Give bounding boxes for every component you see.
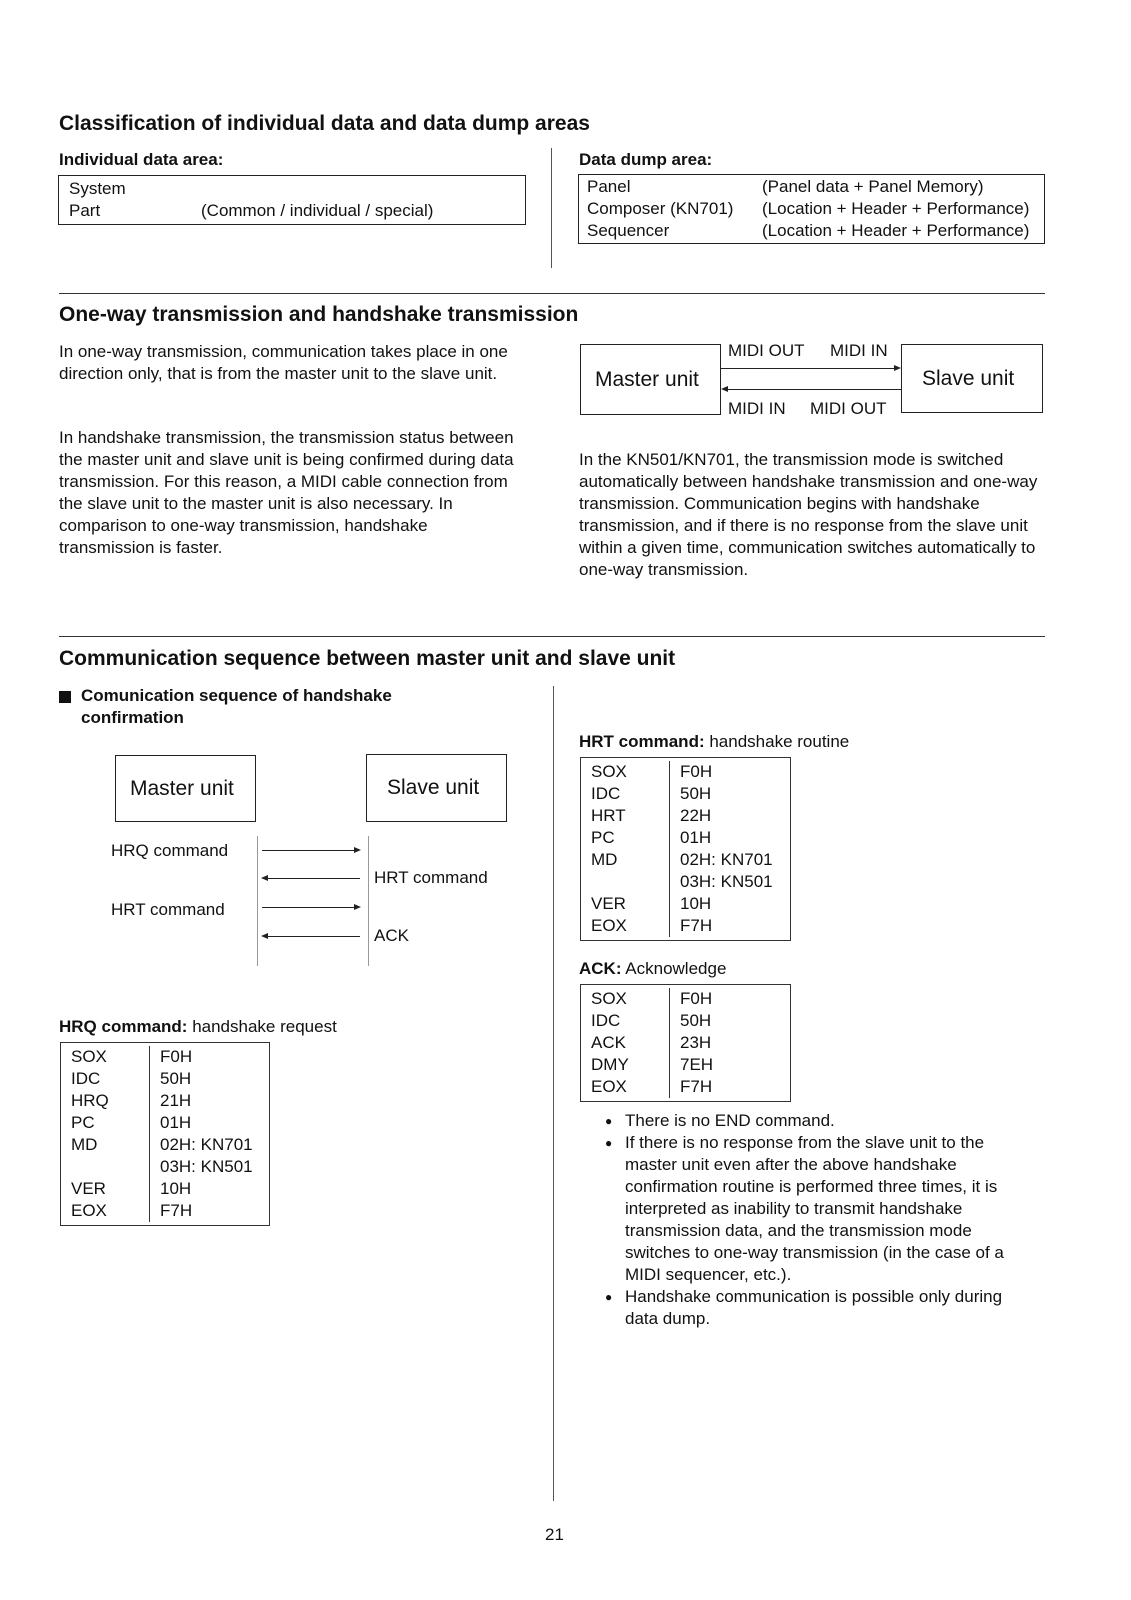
seq-arrow-hrt-head <box>354 904 361 910</box>
ack-key: ACK <box>581 1032 670 1054</box>
hrq-key: HRQ <box>61 1090 150 1112</box>
dump-row-composer-desc: (Location + Header + Performance) <box>762 199 1030 218</box>
hrq-key: VER <box>61 1178 150 1200</box>
table-row <box>581 783 783 805</box>
seq-master-unit-label: Master unit <box>130 777 234 800</box>
table-row <box>581 1076 723 1098</box>
table-row <box>61 1178 263 1200</box>
table-row <box>581 805 783 827</box>
label-midi-out-bottom: MIDI OUT <box>810 399 887 418</box>
individual-row-part-desc: (Common / individual / special) <box>201 201 434 220</box>
section-title-transmission: One-way transmission and handshake transmission <box>59 303 579 326</box>
seq-label-hrq: HRQ command <box>111 841 229 860</box>
seq-label-hrt-reply: HRT command <box>374 868 488 887</box>
hrq-value: 03H: KN501 <box>160 1157 253 1176</box>
table-row <box>61 1134 263 1156</box>
ack-key: EOX <box>581 1076 670 1098</box>
hrt-key: IDC <box>581 783 670 805</box>
hrq-key: SOX <box>61 1046 150 1068</box>
ack-caption <box>579 959 726 979</box>
ack-value: 23H <box>680 1033 712 1052</box>
handshake-sequence-subheading: Comunication sequence of handshake confirmation <box>81 686 392 727</box>
master-unit-label: Master unit <box>595 368 699 391</box>
hrq-value: 10H <box>160 1179 192 1198</box>
arrow-master-to-slave <box>721 368 894 369</box>
kn-mode-paragraph: In the KN501/KN701, the transmission mode is switched automatically between handshake transmission and one-way transmission. Communication begins with handshake transmission, and if there is no response from the slave unit within a given time, communication switches automatically to one-way transmission. <box>579 450 1038 579</box>
hrq-caption-bold: HRQ command: <box>59 1017 188 1036</box>
table-row <box>581 1010 723 1032</box>
hrq-value: 50H <box>160 1069 192 1088</box>
label-midi-in-top: MIDI IN <box>830 341 888 360</box>
section-divider-1 <box>59 293 1045 294</box>
slave-unit-label: Slave unit <box>922 367 1015 390</box>
ack-key: DMY <box>581 1054 670 1076</box>
handshake-paragraph: In handshake transmission, the transmission status between the master unit and slave unit is being confirmed during data transmission. For this reason, a MIDI cable connection from the slave unit to the master unit is also necessary. In comparison to one-way transmission, handshake transmission is faster. <box>59 428 514 557</box>
ack-caption-rest: Acknowledge <box>621 959 727 978</box>
hrt-key: VER <box>581 893 670 915</box>
hrq-key: PC <box>61 1112 150 1134</box>
seq-arrow-ack <box>268 936 360 937</box>
hrq-caption <box>59 1017 337 1037</box>
hrq-value: 01H <box>160 1113 192 1132</box>
hrt-table <box>580 757 791 941</box>
hrt-value: 10H <box>680 894 712 913</box>
dump-row-composer: Composer (KN701) <box>587 199 734 218</box>
ack-value: F7H <box>680 1077 713 1096</box>
table-row <box>581 1054 723 1076</box>
table-row <box>61 1068 263 1090</box>
ack-value: 7EH <box>680 1055 714 1074</box>
arrow-left-head <box>721 386 728 392</box>
hrt-key <box>581 871 670 893</box>
hrt-value: 50H <box>680 784 712 803</box>
dump-row-sequencer-desc: (Location + Header + Performance) <box>762 221 1030 240</box>
individual-data-box <box>58 175 526 225</box>
data-dump-box <box>578 174 1045 244</box>
hrt-caption-bold: HRT command: <box>579 732 705 751</box>
table-row <box>581 827 783 849</box>
individual-row-system: System <box>69 179 126 198</box>
label-midi-out-top: MIDI OUT <box>728 341 805 360</box>
column-divider <box>551 148 552 268</box>
arrow-right-head <box>894 365 901 371</box>
hrt-value: 22H <box>680 806 712 825</box>
hrt-value: 03H: KN501 <box>680 872 773 891</box>
arrow-slave-to-master <box>728 389 901 390</box>
dump-row-panel-desc: (Panel data + Panel Memory) <box>762 177 984 196</box>
table-row <box>61 1200 263 1222</box>
ack-table <box>580 984 791 1102</box>
hrt-key: SOX <box>581 761 670 783</box>
table-row <box>581 893 783 915</box>
seq-arrow-hrt-reply <box>268 878 360 879</box>
hrq-key: IDC <box>61 1068 150 1090</box>
hrt-key: EOX <box>581 915 670 937</box>
hrq-caption-rest: handshake request <box>187 1017 337 1036</box>
hrt-caption <box>579 732 849 752</box>
hrq-key <box>61 1156 150 1178</box>
hrt-value: F7H <box>680 916 713 935</box>
seq-slave-unit-label: Slave unit <box>387 776 480 799</box>
ack-value: 50H <box>680 1011 712 1030</box>
table-row <box>61 1090 263 1112</box>
hrq-value: 21H <box>160 1091 192 1110</box>
table-row <box>61 1112 263 1134</box>
hrt-key: PC <box>581 827 670 849</box>
master-unit-box <box>580 344 721 415</box>
list-item: ● There is no END command. <box>601 1110 1031 1132</box>
hrt-value: 01H <box>680 828 712 847</box>
hrt-key: HRT <box>581 805 670 827</box>
seq-arrow-hrq <box>262 850 354 851</box>
seq-arrow-hrq-head <box>354 847 361 853</box>
ack-key: SOX <box>581 988 670 1010</box>
seq-slave-unit-box <box>366 754 507 822</box>
individual-row-part: Part <box>69 201 101 220</box>
dump-row-sequencer: Sequencer <box>587 221 670 240</box>
hrq-table-grid <box>61 1046 263 1222</box>
seq-master-unit-box <box>115 755 256 822</box>
seq-arrow-ack-head <box>261 933 268 939</box>
ack-caption-bold: ACK: <box>579 959 622 978</box>
hrt-caption-rest: handshake routine <box>704 732 850 751</box>
table-row <box>581 1032 723 1054</box>
table-row <box>581 915 783 937</box>
ack-value: F0H <box>680 989 713 1008</box>
hrt-table-grid <box>581 761 783 937</box>
seq-master-line <box>257 836 258 966</box>
list-item: ● If there is no response from the slave unit to the master unit even after the above handshake confirmation routine is performed three times, it is interpreted as inability to transmit handshake transmission data, and the transmission mode switches to one-way transmission (in the case of a MIDI sequencer, etc.). <box>601 1132 1031 1286</box>
slave-unit-box <box>901 344 1043 413</box>
seq-arrow-hrt-reply-head <box>261 875 268 881</box>
hrt-key: MD <box>581 849 670 871</box>
hrq-value: 02H: KN701 <box>160 1135 253 1154</box>
section-title-classification: Classification of individual data and data dump areas <box>59 112 590 135</box>
hrq-table <box>60 1042 270 1226</box>
seq-slave-line <box>368 836 369 966</box>
seq-label-ack: ACK <box>374 926 409 945</box>
seq-arrow-hrt <box>262 907 354 908</box>
data-dump-heading: Data dump area: <box>579 150 713 169</box>
dump-row-panel: Panel <box>587 177 631 196</box>
individual-data-heading: Individual data area: <box>59 150 224 169</box>
section-divider-2 <box>59 636 1045 637</box>
hrq-value: F7H <box>160 1201 193 1220</box>
oneway-paragraph: In one-way transmission, communication takes place in one direction only, that is from the master unit to the slave unit. <box>59 342 508 383</box>
ack-table-grid <box>581 988 723 1098</box>
notes-list <box>601 1110 1031 1330</box>
table-row <box>581 988 723 1010</box>
square-bullet-icon <box>59 691 71 703</box>
hrt-value: F0H <box>680 762 713 781</box>
column-divider-lower <box>553 686 554 1501</box>
page-number: 21 <box>545 1525 564 1544</box>
list-item: ● Handshake communication is possible only during data dump. <box>601 1286 1031 1330</box>
table-row <box>581 849 783 871</box>
seq-label-hrt: HRT command <box>111 900 225 919</box>
section-title-sequence: Communication sequence between master unit and slave unit <box>59 647 676 670</box>
hrq-key: MD <box>61 1134 150 1156</box>
hrt-value: 02H: KN701 <box>680 850 773 869</box>
table-row <box>581 761 783 783</box>
table-row <box>61 1046 263 1068</box>
hrq-value: F0H <box>160 1047 193 1066</box>
ack-key: IDC <box>581 1010 670 1032</box>
table-row <box>581 871 783 893</box>
label-midi-in-bottom: MIDI IN <box>728 399 786 418</box>
table-row <box>61 1156 263 1178</box>
hrq-key: EOX <box>61 1200 150 1222</box>
